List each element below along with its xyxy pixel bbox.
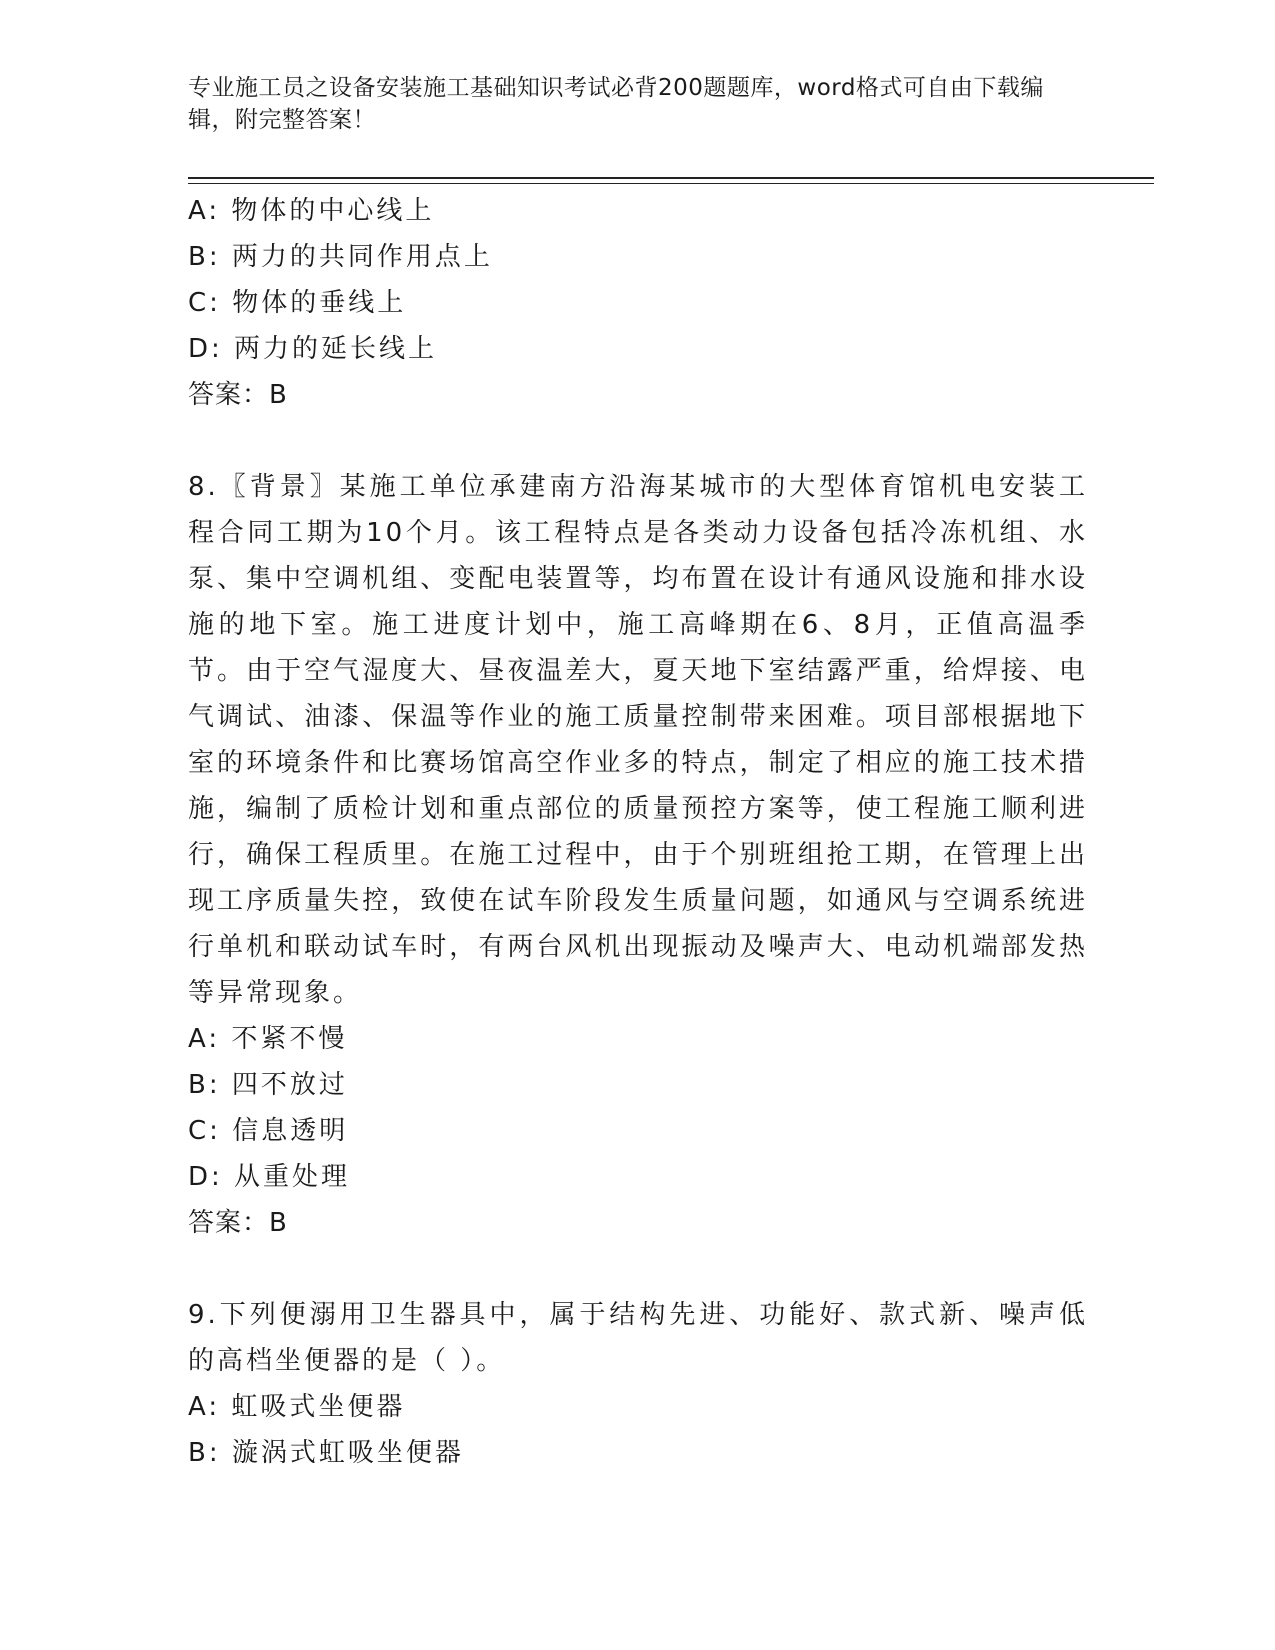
- option-text: 两力的延长线上: [234, 334, 438, 364]
- option-text: 两力的共同作用点上: [231, 242, 493, 272]
- option-a: [188, 188, 1088, 234]
- option-a: [188, 1384, 1088, 1430]
- option-letter: D:: [188, 1162, 223, 1192]
- option-text: 不紧不慢: [231, 1024, 348, 1054]
- spacer: [188, 1246, 1088, 1292]
- option-c: [188, 280, 1088, 326]
- answer-line: 答案：B: [188, 1208, 288, 1238]
- option-letter: B:: [188, 1438, 221, 1468]
- option-text: 物体的垂线上: [232, 288, 407, 318]
- option-letter: B:: [188, 242, 221, 272]
- option-letter: D:: [188, 334, 223, 364]
- header-divider-thin: [188, 183, 1154, 184]
- option-letter: C:: [188, 288, 221, 318]
- option-text: 虹吸式坐便器: [231, 1392, 406, 1422]
- option-letter: B:: [188, 1070, 221, 1100]
- option-b: [188, 1430, 1088, 1476]
- option-letter: A:: [188, 196, 221, 226]
- option-text: 漩涡式虹吸坐便器: [231, 1438, 464, 1468]
- header-divider: [188, 177, 1154, 179]
- document-content: [188, 188, 1088, 1476]
- document-header: 专业施工员之设备安装施工基础知识考试必背200题题库，word格式可自由下载编辑，附完整答案！: [188, 75, 1044, 133]
- option-letter: A:: [188, 1392, 221, 1422]
- question-9-text: 9.下列便溺用卫生器具中，属于结构先进、功能好、款式新、噪声低的高档坐便器的是（ ）。: [188, 1300, 1088, 1376]
- answer-line: 答案：B: [188, 380, 288, 410]
- option-text: 信息透明: [232, 1116, 349, 1146]
- question-8-text: 8.〖背景〗某施工单位承建南方沿海某城市的大型体育馆机电安装工程合同工期为10个月。该工程特点是各类动力设备包括冷冻机组、水泵、集中空调机组、变配电装置等，均布置在设计有通风设施和排水设施的地下室。施工进度计划中，施工高峰期在6、8月，正值高温季节。由于空气湿度大、昼夜温差大，夏天地下室结露严重，给焊接、电气调试、油漆、保温等作业的施工质量控制带来困难。项目部根据地下室的环境条件和比赛场馆高空作业多的特点，制定了相应的施工技术措施，编制了质检计划和重点部位的质量预控方案等，使工程施工顺利进行，确保工程质里。在施工过程中，由于个别班组抢工期，在管理上出现工序质量失控，致使在试车阶段发生质量问题，如通风与空调系统进行单机和联动试车时，有两台风机出现振动及噪声大、电动机端部发热等异常现象。: [188, 472, 1088, 1008]
- option-a: [188, 1016, 1088, 1062]
- option-c: [188, 1108, 1088, 1154]
- option-letter: A:: [188, 1024, 221, 1054]
- option-text: 从重处理: [234, 1162, 351, 1192]
- option-d: [188, 326, 1088, 372]
- spacer: [188, 418, 1088, 464]
- option-d: [188, 1154, 1088, 1200]
- option-b: [188, 234, 1088, 280]
- option-b: [188, 1062, 1088, 1108]
- option-text: 物体的中心线上: [231, 196, 435, 226]
- option-text: 四不放过: [231, 1070, 348, 1100]
- option-letter: C:: [188, 1116, 221, 1146]
